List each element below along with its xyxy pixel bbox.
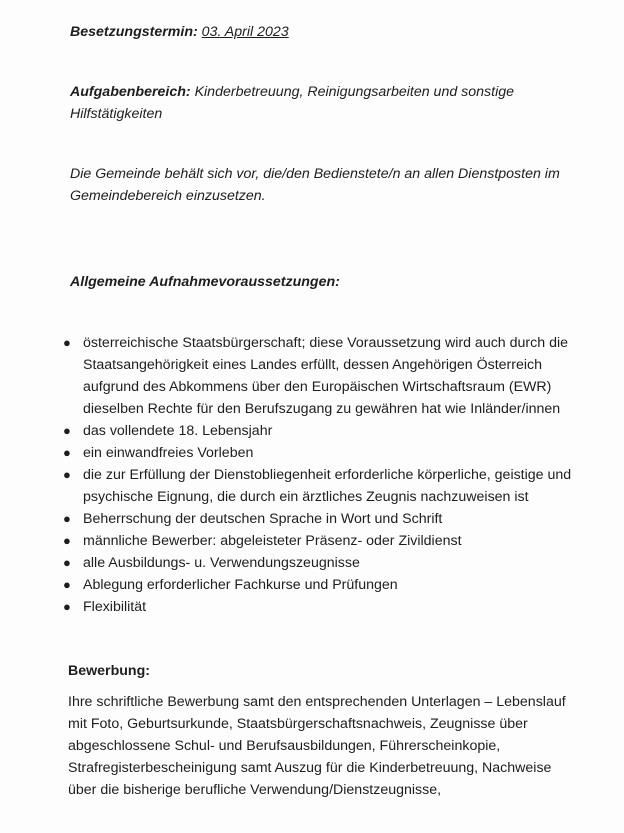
bullet-icon: ● <box>63 467 71 482</box>
bullet-icon: ● <box>63 599 71 614</box>
application-text: Ihre schriftliche Bewerbung samt den entsprechenden Unterlagen – Lebenslauf mit Foto, Geburtsurkunde, Staatsbürgerschaftsnachweis, Zeugnisse über abgeschlossene Schul- und Berufsausbildungen, Führerscheinkopie, Strafregisterbescheinigung samt Auszug für die Kinderbetreuung, Nachweise über die bisherige berufliche Verwendung/Dienstzeugnisse, <box>68 694 566 798</box>
list-item <box>60 332 580 420</box>
list-item <box>60 442 580 464</box>
list-item <box>60 508 580 530</box>
application-heading: Bewerbung: <box>68 663 150 679</box>
requirements-list <box>60 332 580 618</box>
bullet-icon: ● <box>63 533 71 548</box>
list-item <box>60 574 580 596</box>
list-item-text: männliche Bewerber: abgeleisteter Präsenz- oder Zivildienst <box>83 533 462 549</box>
list-item-text: ein einwandfreies Vorleben <box>83 445 254 461</box>
start-date-line <box>70 21 289 43</box>
list-item-text: Ablegung erforderlicher Fachkurse und Prüfungen <box>83 577 398 593</box>
task-area-text: Kinderbetreuung, Reinigungsarbeiten und sonstige Hilfstätigkeiten <box>70 84 515 122</box>
reservation-note: Die Gemeinde behält sich vor, die/den Bedienstete/n an allen Dienstposten im Gemeindebereich einzusetzen. <box>70 166 560 204</box>
list-item <box>60 420 580 442</box>
list-item-text: alle Ausbildungs- u. Verwendungszeugnisse <box>83 555 360 571</box>
bullet-icon: ● <box>63 511 71 526</box>
start-date-value: 03. April 2023 <box>201 24 289 40</box>
list-item-text: Flexibilität <box>83 599 147 615</box>
list-item-text: die zur Erfüllung der Dienstobliegenheit erforderliche körperliche, geistige und psychische Eignung, die durch ein ärztliches Zeugnis nachzuweisen ist <box>83 467 572 505</box>
list-item-text: österreichische Staatsbürgerschaft; diese Voraussetzung wird auch durch die Staatsangehörigkeit eines Landes erfüllt, dessen Angehörigen Österreich aufgrund des Abkommens über den Europäischen Wirtschaftsraum (EWR) dieselben Rechte für den Berufszugang zu gewähren hat wie Inländer/innen <box>83 335 569 417</box>
task-area <box>70 81 570 125</box>
start-date-label: Besetzungstermin: <box>70 24 198 40</box>
requirements-heading: Allgemeine Aufnahmevoraussetzungen: <box>70 274 340 290</box>
bullet-icon: ● <box>63 555 71 570</box>
list-item <box>60 596 580 618</box>
list-item <box>60 552 580 574</box>
bullet-icon: ● <box>63 577 71 592</box>
bullet-icon: ● <box>63 445 71 460</box>
list-item-text: das vollendete 18. Lebensjahr <box>83 423 273 439</box>
bullet-icon: ● <box>63 423 71 438</box>
bullet-icon: ● <box>63 335 71 350</box>
task-area-label: Aufgabenbereich: <box>70 84 191 100</box>
list-item <box>60 530 580 552</box>
list-item-text: Beherrschung der deutschen Sprache in Wort und Schrift <box>83 511 443 527</box>
list-item <box>60 464 580 508</box>
